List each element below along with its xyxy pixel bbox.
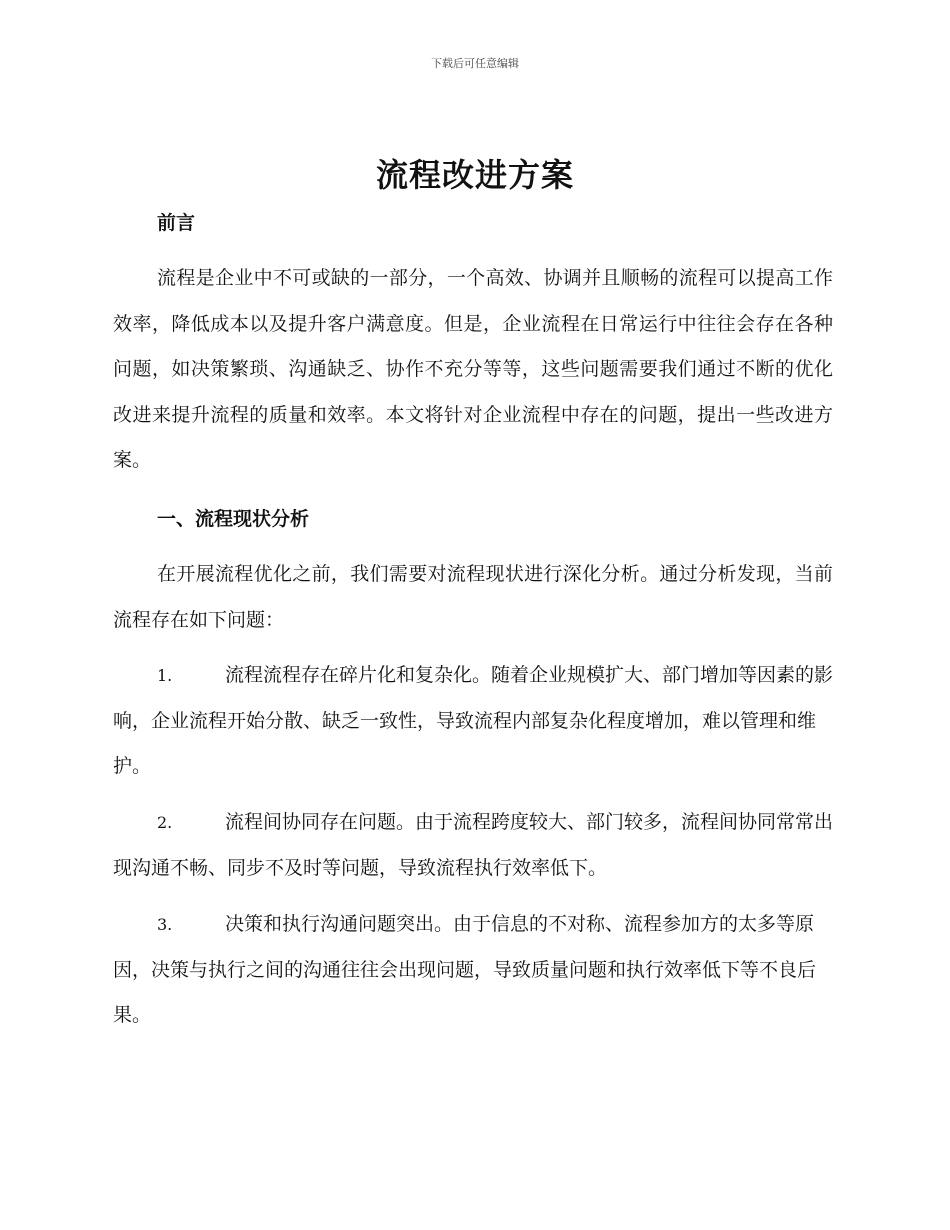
list-item bbox=[113, 902, 833, 1039]
preface-heading: 前言 bbox=[157, 212, 196, 234]
list-item-number: 3. bbox=[157, 915, 173, 934]
section-1-intro-paragraph: 在开展流程优化之前，我们需要对流程现状进行深化分析。通过分析发现，当前流程存在如下问题： bbox=[113, 563, 833, 631]
list-item-text: 决策和执行沟通问题突出。由于信息的不对称、流程参加方的太多等原因，决策与执行之间的沟通往往会出现问题，导致质量问题和执行效率低下等不良后果。 bbox=[113, 913, 817, 1026]
list-item bbox=[113, 800, 833, 891]
list-item-text: 流程流程存在碎片化和复杂化。随着企业规模扩大、部门增加等因素的影响，企业流程开始分散、缺乏一致性，导致流程内部复杂化程度增加，难以管理和维护。 bbox=[113, 664, 834, 777]
header-note: 下载后可任意编辑 bbox=[431, 57, 519, 70]
list-item-number: 2. bbox=[157, 813, 173, 832]
document-title: 流程改进方案 bbox=[375, 156, 574, 194]
list-item-number: 1. bbox=[157, 666, 173, 685]
preface-paragraph: 流程是企业中不可或缺的一部分，一个高效、协调并且顺畅的流程可以提高工作效率，降低成本以及提升客户满意度。但是，企业流程在日常运行中往往会存在各种问题，如决策繁琐、沟通缺乏、协作不充分等等，这些问题需要我们通过不断的优化改进来提升流程的质量和效率。本文将针对企业流程中存在的问题，提出一些改进方案。 bbox=[113, 267, 833, 471]
section-1-heading: 一、流程现状分析 bbox=[157, 508, 310, 530]
list-item-text: 流程间协同存在问题。由于流程跨度较大、部门较多，流程间协同常常出现沟通不畅、同步不及时等问题，导致流程执行效率低下。 bbox=[113, 811, 834, 879]
list-item bbox=[113, 653, 833, 790]
